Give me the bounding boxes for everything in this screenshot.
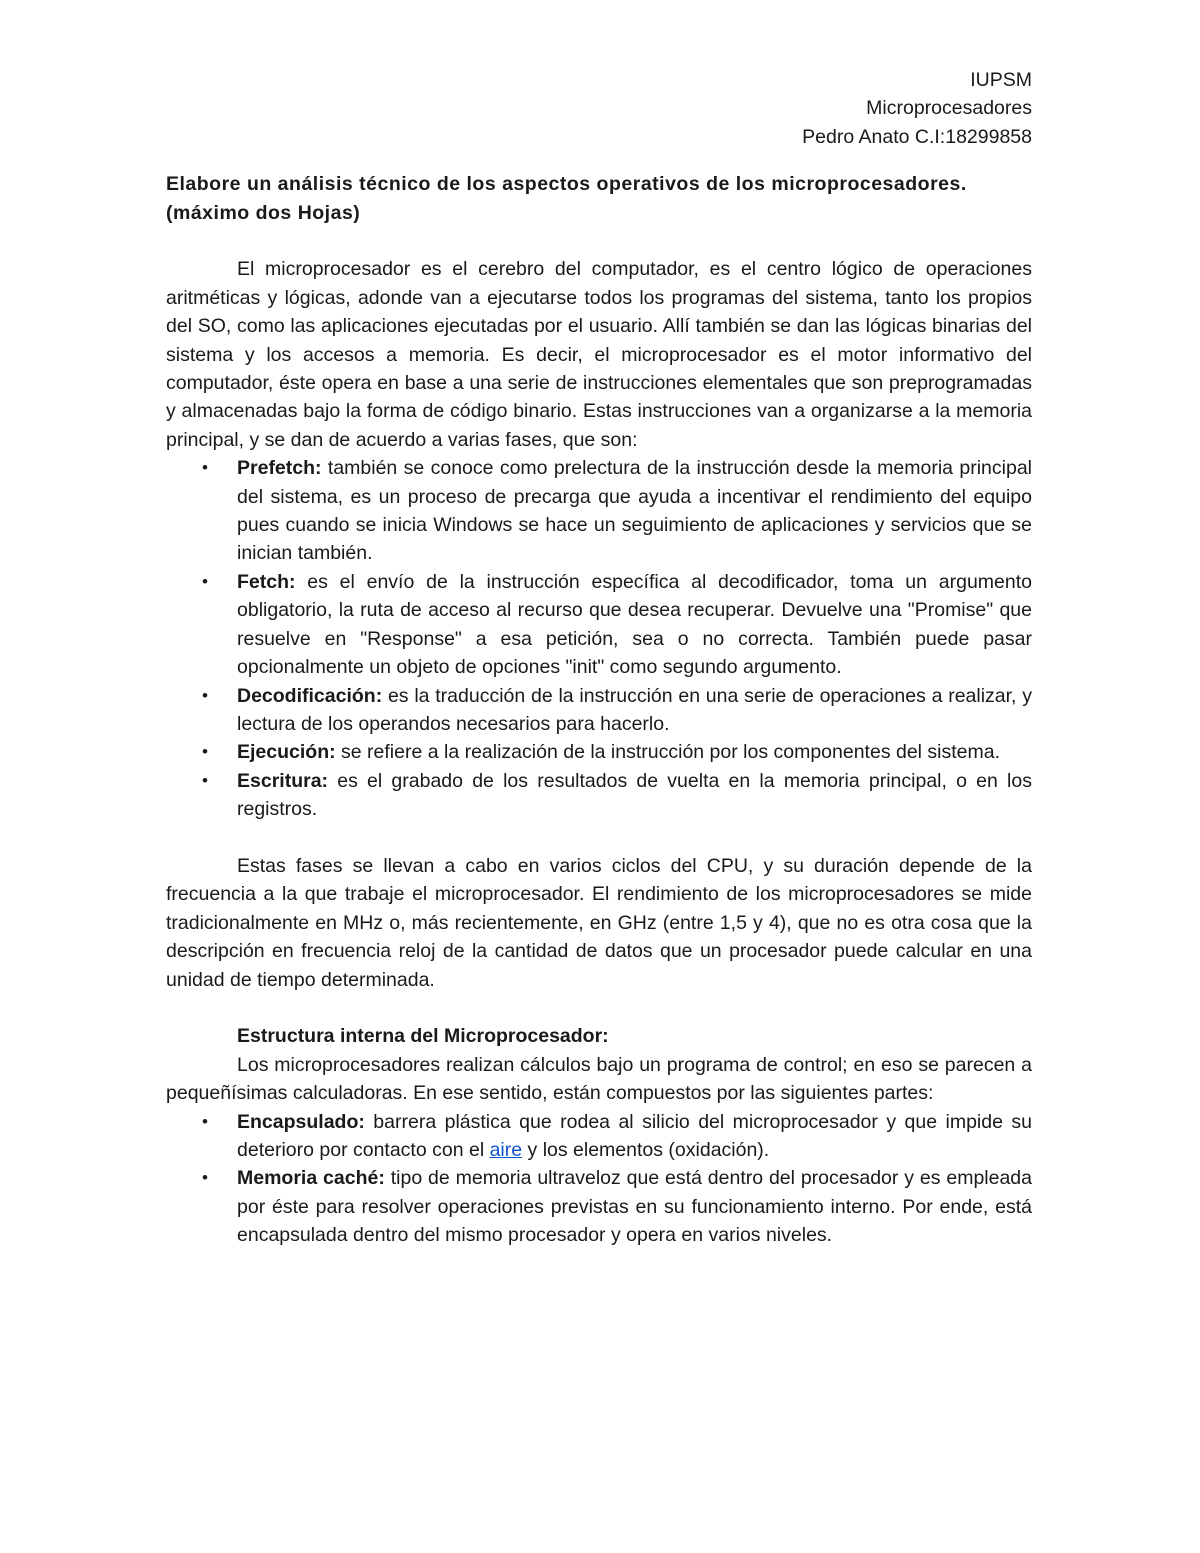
phase-text: es el envío de la instrucción específica al decodificador, toma un argumento obligatorio, la ruta de acceso al recurso que desea recuperar. Devuelve una "Promise" que resuelve en "Response" a esa petición, sea o no correcta. También puede pasar opcionalmente un objeto de opciones "init" como segundo argumento. — [237, 570, 1032, 679]
phase-text: es el grabado de los resultados de vuelta en la memoria principal, o en los registros. — [237, 769, 1032, 821]
title-line-2: (máximo dos Hojas) — [166, 201, 361, 224]
bullet-icon: • — [202, 685, 208, 705]
phases-list — [166, 454, 1032, 823]
bullet-icon: • — [202, 458, 208, 478]
list-item-fetch — [166, 568, 1032, 682]
aire-link[interactable]: aire — [489, 1138, 523, 1161]
bullet-icon: • — [202, 571, 208, 591]
phase-term: Decodificación: — [237, 684, 383, 707]
phase-term: Ejecución: — [237, 741, 336, 764]
bullet-icon: • — [202, 770, 208, 790]
header-author: Pedro Anato C.I:18299858 — [802, 125, 1032, 148]
header-institution: IUPSM — [970, 69, 1032, 91]
bullet-icon: • — [202, 1111, 208, 1131]
phase-term: Prefetch: — [237, 457, 322, 480]
blank-line — [166, 227, 1032, 255]
structure-term: Memoria caché: — [237, 1167, 385, 1190]
phase-term: Escritura: — [237, 769, 329, 792]
blank-line — [166, 824, 1032, 852]
list-item-escritura — [166, 767, 1032, 824]
phase-text: también se conoce como prelectura de la instrucción desde la memoria principal del sistema, es un proceso de precarga que ayuda a incentivar el rendimiento del equipo pues cuando se inicia Windows se hace un seguimiento de aplicaciones y servicios que se inician también. — [237, 457, 1032, 565]
structure-heading: Estructura interna del Microprocesador: — [237, 1025, 609, 1048]
phase-text: es la traducción de la instrucción en una serie de operaciones a realizar, y lectura de los operandos necesarios para hacerlo. — [237, 684, 1032, 735]
list-item-ejecucion — [166, 738, 1032, 766]
list-item-decodificacion — [166, 682, 1032, 739]
structure-term: Encapsulado: — [237, 1110, 365, 1133]
document-content — [166, 66, 1032, 1250]
bullet-icon: • — [202, 1168, 208, 1188]
phases-paragraph: Estas fases se llevan a cabo en varios ciclos del CPU, y su duración depende de la frecuencia a la que trabaje el microprocesador. El rendimiento de los microprocesadores se mide tradicionalmente en MHz o, más recientemente, en GHz (entre 1,5 y 4), que no es otra cosa que la descripción en frecuencia reloj de la cantidad de datos que un procesador puede calcular en una unidad de tiempo determinada. — [166, 854, 1032, 991]
header-subject: Microprocesadores — [866, 97, 1032, 120]
structure-text: barrera plástica que rodea al silicio del microprocesador y que impide su deterioro por contacto con el — [237, 1110, 1032, 1161]
structure-intro-paragraph: Los microprocesadores realizan cálculos bajo un programa de control; en eso se parecen a pequeñísimas calculadoras. En ese sentido, están compuestos por las siguientes partes: — [166, 1053, 1032, 1105]
structure-text-end: y los elementos (oxidación). — [522, 1138, 770, 1161]
list-item-encapsulado — [166, 1108, 1032, 1165]
intro-paragraph: El microprocesador es el cerebro del computador, es el centro lógico de operaciones aritméticas y lógicas, adonde van a ejecutarse todos los programas del sistema, tanto los propios del SO, como las aplicaciones ejecutadas por el usuario. Allí también se dan las lógicas binarias del sistema y los accesos a memoria. Es decir, el microprocesador es el motor informativo del computador, éste opera en base a una serie de instrucciones elementales que son preprogramadas y almacenadas bajo la forma de código binario. Estas instrucciones van a organizarse a la memoria principal, y se dan de acuerdo a varias fases, que son: — [166, 258, 1032, 451]
structure-list — [166, 1108, 1032, 1250]
list-item-memoria-cache — [166, 1164, 1032, 1249]
phase-text: se refiere a la realización de la instrucción por los componentes del sistema. — [335, 741, 1001, 764]
title-line-1: Elabore un análisis técnico de los aspectos operativos de los microprocesadores. — [166, 173, 967, 196]
blank-line — [166, 994, 1032, 1022]
list-item-prefetch — [166, 454, 1032, 568]
document-header — [166, 66, 1032, 151]
structure-text: tipo de memoria ultraveloz que está dentro del procesador y es empleada por éste para resolver operaciones previstas en su funcionamiento interno. Por ende, está encapsulada dentro del mismo procesador y opera en varios niveles. — [237, 1167, 1032, 1247]
phase-term: Fetch: — [237, 570, 296, 593]
document-title — [166, 170, 1032, 227]
bullet-icon: • — [202, 742, 208, 762]
